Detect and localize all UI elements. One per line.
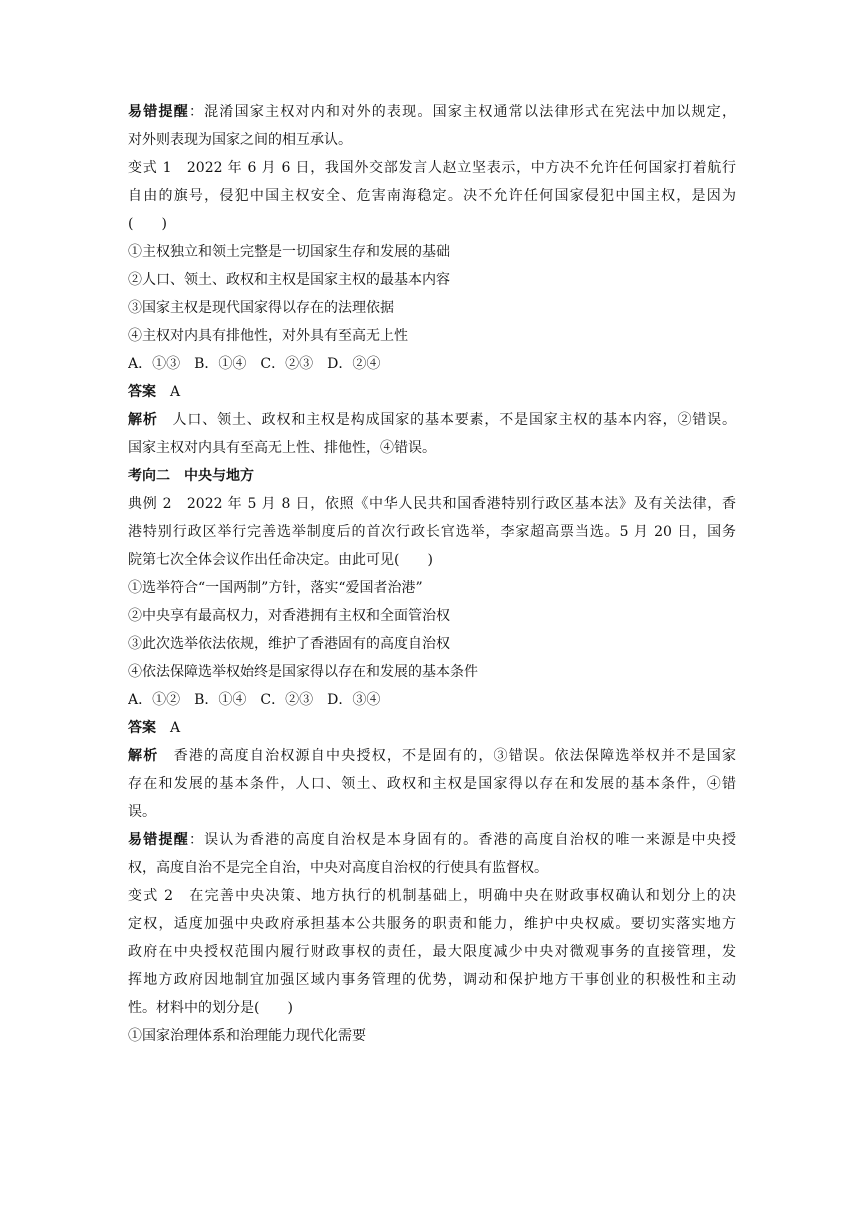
section-heading (128, 462, 736, 490)
variant1-option-4: ④主权对内具有排他性，对外具有至高无上性 (128, 328, 408, 344)
example2-option-2: ②中央享有最高权力，对香港拥有主权和全面管治权 (128, 608, 450, 624)
document-body (128, 98, 736, 1050)
example2-option-3: ③此次选举依法依规，维护了香港固有的高度自治权 (128, 636, 450, 652)
example2-line-2: 港特别行政区举行完善选举制度后的首次行政长官选举，李家超高票当选。5 月 20 日，国务 (128, 524, 736, 540)
variant2-line-5: 性。材料中的划分是( ) (128, 1000, 293, 1016)
variant2-line-2: 定权，适度加强中央政府承担基本公共服务的职责和能力，维护中央权威。要切实落实地方 (128, 916, 736, 932)
analysis-text-1: 人口、领土、政权和主权是构成国家的基本要素，不是国家主权的基本内容，②错误。 (171, 412, 736, 428)
variant2-line-3: 政府在中央授权范围内履行财政事权的责任，最大限度减少中央对微观事务的直接管理，发 (128, 944, 736, 960)
variant1-option-1: ①主权独立和领土完整是一切国家生存和发展的基础 (128, 244, 450, 260)
variant1-answer (128, 378, 736, 406)
tip2-label: 易错提醒 (128, 832, 189, 848)
variant1-choices: A．①③ B．①④ C．②③ D．②④ (128, 356, 381, 372)
tip2-line-2: 权，高度自治不是完全自治，中央对高度自治权的行使具有监督权。 (128, 860, 548, 876)
tip2-text-1: ：误认为香港的高度自治权是本身固有的。香港的高度自治权的唯一来源是中央授 (188, 832, 736, 848)
example2-line-1: 典例 2 2022 年 5 月 8 日，依照《中华人民共和国香港特别行政区基本法》及有关法律，香 (128, 496, 736, 512)
tip1-line-1 (128, 98, 736, 126)
example2-analysis-line-3: 误。 (128, 804, 156, 820)
answer-label: 答案 (128, 720, 156, 736)
section-label: 考向二 (128, 468, 170, 484)
analysis-text-1: 香港的高度自治权源自中央授权，不是固有的，③错误。依法保障选举权并不是国家 (172, 748, 736, 764)
variant1-analysis-line-2: 国家主权对内具有至高无上性、排他性，④错误。 (128, 440, 436, 456)
analysis-label: 解析 (128, 412, 158, 428)
example2-option-4: ④依法保障选举权始终是国家得以存在和发展的基本条件 (128, 664, 478, 680)
example2-choices: A．①② B．①④ C．②③ D．③④ (128, 692, 381, 708)
analysis-label: 解析 (128, 748, 159, 764)
answer-value: A (170, 720, 181, 736)
tip1-line-2: 对外则表现为国家之间的相互承认。 (128, 132, 352, 148)
variant1-line-3: ( ) (128, 216, 167, 232)
example2-analysis-line-2: 存在和发展的基本条件，人口、领土、政权和主权是国家得以存在和发展的基本条件，④错 (128, 776, 736, 792)
example2-analysis-line-1 (128, 742, 736, 770)
variant1-line-2: 自由的旗号，侵犯中国主权安全、危害南海稳定。决不允许任何国家侵犯中国主权，是因为 (128, 188, 736, 204)
example2-line-3: 院第七次全体会议作出任命决定。由此可见( ) (128, 552, 433, 568)
variant2-option-1: ①国家治理体系和治理能力现代化需要 (128, 1028, 366, 1044)
section-title: 中央与地方 (184, 468, 254, 484)
answer-label: 答案 (128, 384, 156, 400)
variant2-line-1: 变式 2 在完善中央决策、地方执行的机制基础上，明确中央在财政事权确认和划分上的决 (128, 888, 736, 904)
variant1-line-1: 变式 1 2022 年 6 月 6 日，我国外交部发言人赵立坚表示，中方决不允许任何国家打着航行 (128, 160, 736, 176)
example2-option-1: ①选举符合“一国两制”方针，落实“爱国者治港” (128, 580, 423, 596)
variant1-option-3: ③国家主权是现代国家得以存在的法理依据 (128, 300, 394, 316)
variant1-option-2: ②人口、领土、政权和主权是国家主权的最基本内容 (128, 272, 450, 288)
answer-value: A (170, 384, 181, 400)
variant2-line-4: 挥地方政府因地制宜加强区域内事务管理的优势，调动和保护地方干事创业的积极性和主动 (128, 972, 736, 988)
example2-answer (128, 714, 736, 742)
variant1-analysis-line-1 (128, 406, 736, 434)
tip1-label: 易错提醒 (128, 104, 189, 120)
tip1-text-1: ：混淆国家主权对内和对外的表现。国家主权通常以法律形式在宪法中加以规定， (188, 104, 736, 120)
tip2-line-1 (128, 826, 736, 854)
